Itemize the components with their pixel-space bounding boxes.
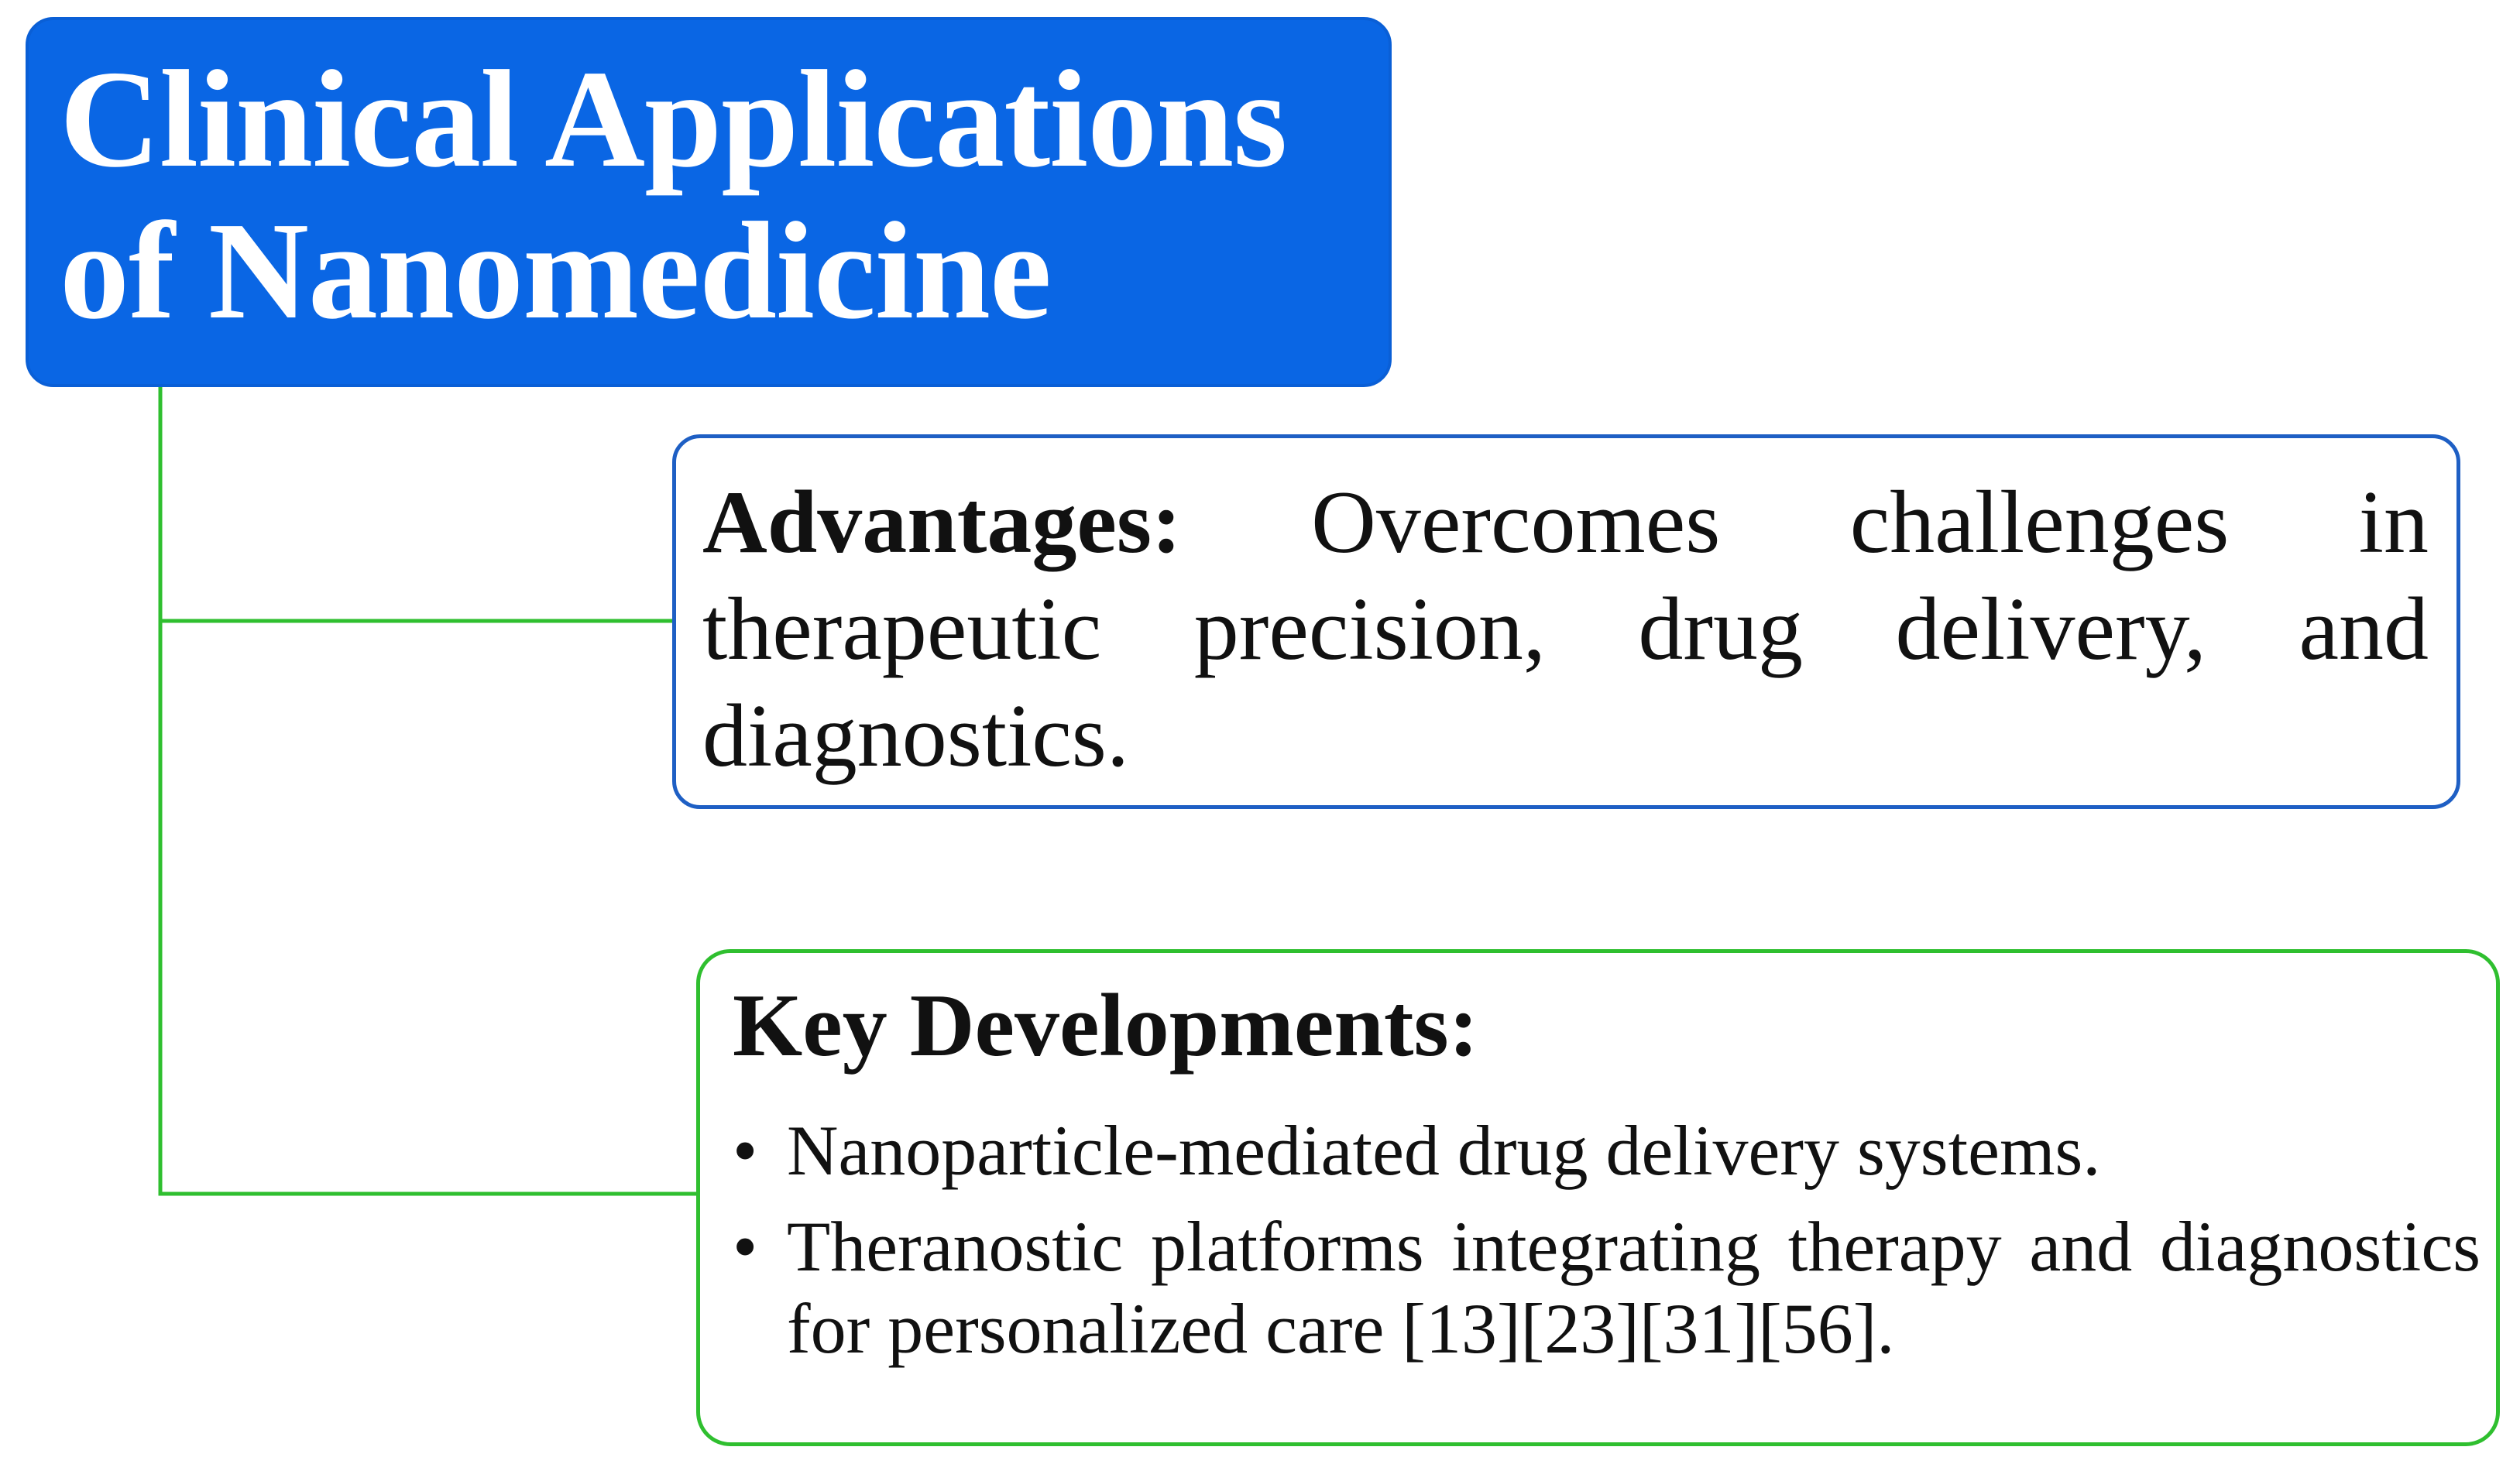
- advantages-label: Advantages:: [702, 473, 1182, 572]
- bullet-icon: •: [733, 1111, 758, 1190]
- title-box: [26, 17, 1392, 387]
- bullet-icon: •: [733, 1207, 758, 1286]
- list-item-text: Theranostic platforms integrating therapy and diagnostics for personalized care [13][23][31][56].: [787, 1207, 2481, 1368]
- list-item: [733, 1205, 2481, 1370]
- advantages-paragraph: [702, 469, 2429, 790]
- advantages-box: [672, 434, 2460, 809]
- title-line-1: Clinical Applications: [60, 42, 1287, 196]
- developments-box: [696, 949, 2500, 1446]
- advantages-text: Overcomes challenges in therapeutic precision, drug delivery, and diagnostics.: [702, 473, 2429, 786]
- connector-trunk: [160, 386, 696, 1194]
- list-item: [733, 1109, 2481, 1191]
- developments-list: [733, 1109, 2481, 1370]
- list-item-text: Nanoparticle-mediated drug delivery systems.: [787, 1111, 2101, 1190]
- title-line-2: of Nanomedicine: [60, 194, 1051, 348]
- developments-heading: Key Developments:: [733, 976, 1479, 1075]
- diagram-title: [60, 43, 1361, 347]
